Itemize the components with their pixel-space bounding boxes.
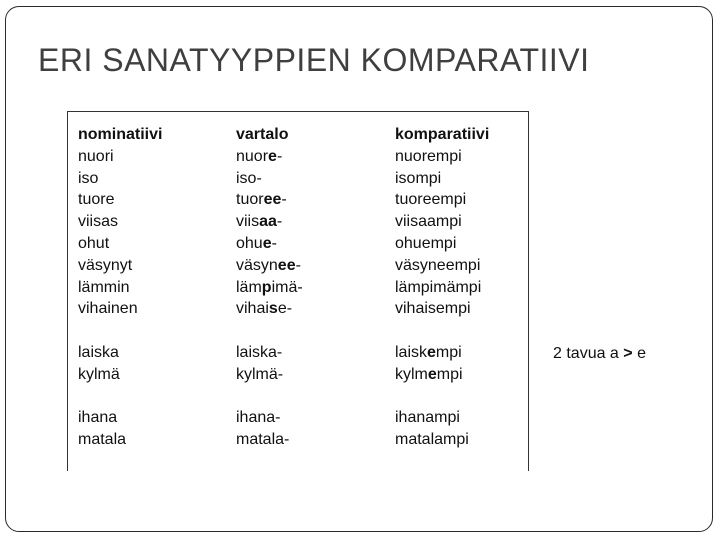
stem-cell: vihaise-	[236, 300, 293, 318]
stem-cell: lämpimä-	[236, 278, 303, 296]
stem-cell: iso-	[236, 169, 262, 187]
comparative-cell: tuoreempi	[395, 191, 467, 209]
nominative-cell: vihainen	[78, 300, 138, 318]
comparative-cell: ohuempi	[395, 234, 457, 252]
nominative-cell: laiska	[78, 343, 119, 361]
nominative-cell: tuore	[78, 191, 115, 209]
column-nominative	[78, 124, 162, 451]
comparative-cell: laiskempi	[395, 343, 462, 361]
header-stem: vartalo	[236, 126, 289, 143]
header-nominative: nominatiivi	[78, 126, 163, 143]
stem-cell: väsynee-	[236, 256, 301, 274]
header-comparative: komparatiivi	[395, 126, 490, 143]
nominative-cell: iso	[78, 169, 99, 187]
nominative-cell: lämmin	[78, 278, 130, 296]
comparative-cell: nuorempi	[395, 147, 462, 165]
nominative-cell: ihana	[78, 409, 118, 427]
comparative-cell: vihaisempi	[395, 300, 471, 318]
comparative-cell: isompi	[395, 169, 442, 187]
nominative-cell: kylmä	[78, 365, 120, 383]
stem-cell: matala-	[236, 431, 290, 449]
comparative-cell: matalampi	[395, 431, 469, 449]
stem-cell: ohue-	[236, 234, 277, 252]
nominative-cell: matala	[78, 431, 127, 449]
comparative-cell: väsyneempi	[395, 256, 481, 274]
stem-cell: kylmä-	[236, 365, 284, 383]
column-comparative	[395, 124, 489, 451]
column-stem	[236, 124, 303, 451]
comparative-cell: ihanampi	[395, 409, 460, 427]
nominative-cell: ohut	[78, 234, 110, 252]
comparative-cell: viisaampi	[395, 213, 462, 231]
stem-cell: tuoree-	[236, 191, 287, 209]
nominative-cell: viisas	[78, 213, 119, 231]
comparative-cell: lämpimämpi	[395, 278, 482, 296]
stem-cell: viisaa-	[236, 213, 283, 231]
stem-cell: nuore-	[236, 147, 283, 165]
stem-cell: ihana-	[236, 409, 281, 427]
nominative-cell: väsynyt	[78, 256, 133, 274]
nominative-cell: nuori	[78, 147, 114, 165]
slide-title: ERI SANATYYPPIEN KOMPARATIIVI	[38, 42, 590, 78]
side-note: 2 tavua a > e	[553, 345, 646, 362]
stem-cell: laiska-	[236, 343, 283, 361]
comparative-cell: kylmempi	[395, 365, 463, 383]
